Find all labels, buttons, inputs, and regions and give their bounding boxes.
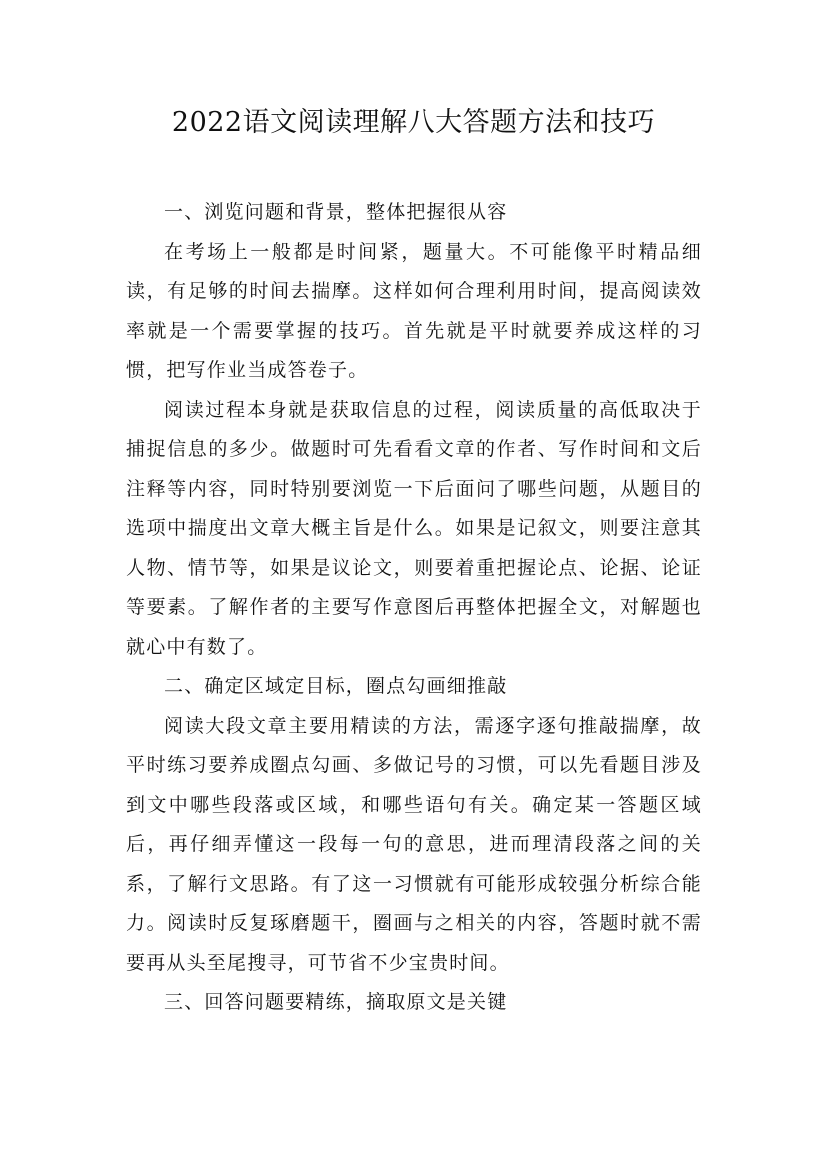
document-title: 2022语文阅读理解八大答题方法和技巧 xyxy=(171,107,656,138)
section-2-paragraph-1: 阅读大段文章主要用精读的方法，需逐字逐句推敲揣摩，故平时练习要养成圈点勾画、多做记号的习惯，可以先看题目涉及到文中哪些段落或区域，和哪些语句有关。确定某一答题区域后，再仔细弄懂这一段每一句的意思，进而理清段落之间的关系，了解行文思路。有了这一习惯就有可能形成较强分析综合能力。阅读时反复琢磨题干，圈画与之相关的内容，答题时就不需要再从头至尾搜寻，可节省不少宝贵时间。 xyxy=(126,714,702,974)
section-1-paragraph-2: 阅读过程本身就是获取信息的过程，阅读质量的高低取决于捕捉信息的多少。做题时可先看看文章的作者、写作时间和文后注释等内容，同时特别要浏览一下后面问了哪些问题，从题目的选项中揣度出文章大概主旨是什么。如果是记叙文，则要注意其人物、情节等，如果是议论文，则要着重把握论点、论据、论证等要素。了解作者的主要写作意图后再整体把握全文，对解题也就心中有数了。 xyxy=(126,398,702,658)
section-1-paragraph-1: 在考场上一般都是时间紧，题量大。不可能像平时精品细读，有足够的时间去揣摩。这样如何合理利用时间，提高阅读效率就是一个需要掌握的技巧。首先就是平时就要养成这样的习惯，把写作业当成答卷子。 xyxy=(126,240,702,381)
section-heading-3: 三、回答问题要精练，摘取原文是关键 xyxy=(164,991,508,1013)
document-body xyxy=(126,193,702,1023)
section-heading-1: 一、浏览问题和背景，整体把握很从容 xyxy=(164,201,508,223)
section-heading-2: 二、确定区域定目标，圈点勾画细推敲 xyxy=(164,675,508,697)
